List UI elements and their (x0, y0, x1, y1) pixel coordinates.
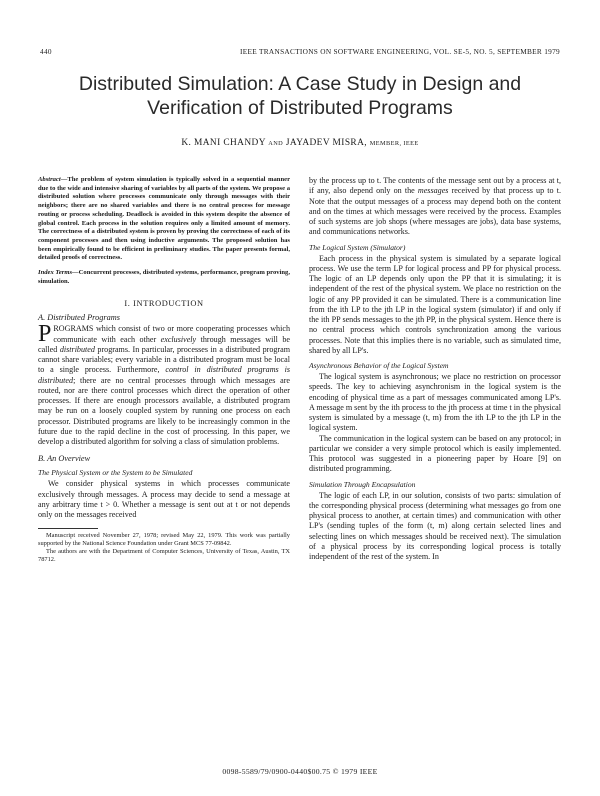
overview-paragraph-1: We consider physical systems in which processes communicate exclusively through messages. A process may decide to send a message at any arbitrary time t > 0. Whether a message is sent out at t or not depends only on the messages received (38, 479, 290, 520)
title-line-2: Verification of Distributed Programs (147, 97, 453, 119)
left-column (38, 176, 290, 563)
right-paragraph-1: by the process up to t. The contents of the message sent out by a process at t, if any, also depend only on the messages received by that process up to t. Note that the output messages of a process may depend both on the content and on the times at which messages were received by the process. Examples of such systems are job shops (where messages are jobs), data base systems, and communications networks. (309, 176, 561, 237)
encapsulation-paragraph: The logic of each LP, in our solution, consists of two parts: simulation of the corresponding physical process (determining what messages go from one physical process to another, at certain times) and communication with other LP's (sending tuples of the form (t, m) along certain selected lines and selecting lines on which messages should be received next). The simulation of a physical process by its corresponding logical process is totally independent of the rest of the system. In (309, 490, 561, 561)
author-misra: JAYADEV MISRA, (285, 138, 367, 148)
subsubsection-heading-logical-system: The Logical System (Simulator) (309, 242, 406, 252)
abstract-text: The problem of system simulation is typically solved in a sequential manner due to the wide and intensive sharing of variables by all parts of the system. We propose a distributed solution where processes communicate only through messages with their neighbors; there are no shared variables and there is no central process for message routing or process scheduling. Deadlock is avoided in this system despite the absence of global control. Each process in the solution requires only a limited amount of memory. The correctness of a distributed system is proven by proving the correctness of each of its component processes and then using inductive arguments. The proposed solution has been empirically found to be efficient in preliminary studies. The paper presents formal, detailed proofs of correctness. (38, 176, 290, 262)
index-terms-text: Concurrent processes, distributed systems, performance, program proving, simulation. (38, 269, 291, 285)
journal-citation: IEEE TRANSACTIONS ON SOFTWARE ENGINEERING, VOL. SE-5, NO. 5, SEPTEMBER 1979 (240, 47, 560, 56)
drop-cap: P (38, 321, 52, 348)
footnote-divider (38, 528, 98, 529)
index-terms-label: Index Terms— (38, 269, 79, 277)
subsection-heading-distributed-programs: A. Distributed Programs (38, 313, 120, 323)
abstract-label: Abstract— (38, 176, 68, 183)
author-chandy: K. MANI CHANDY (181, 138, 266, 148)
subsubsection-heading-asynchronous: Asynchronous Behavior of the Logical System (309, 361, 449, 370)
paper-title (40, 72, 560, 120)
title-line-1: Distributed Simulation: A Case Study in Design and (78, 73, 522, 95)
running-header (40, 47, 560, 57)
author-conjunction: AND (268, 140, 284, 147)
asynchronous-paragraph-1: The logical system is asynchronous; we place no restriction on processor speeds. The key to achieving asynchronism in the logical system is the encoding of physical time as a part of messages communicated among LP's. A message m sent by the ith process to the jth process at time t in the physical system is simulated by a message (t, m) from the ith LP to the jth LP in the logical system. (309, 372, 561, 433)
logical-system-paragraph: Each process in the physical system is simulated by a separate logical process. We use the term LP for logical process and PP for physical process. The logic of an LP depends only upon the PP that it is simulating; it is independent of the rest of the physical system. We place no restriction on the logic of any PP provided it can be simulated. There is a communication line from the ith LP to the jth LP in the logical system (simulator) if and only if the ith PP sends messages to the jth PP, in the physical system. Hence there is no central process which controls synchronization among the various processes. Note that this implies there is no variable, such as simulated time, shared by all LP's. (309, 253, 561, 355)
author-line (40, 138, 560, 148)
footnote-affiliation: The authors are with the Department of Computer Sciences, University of Texas, Austin, TX 78712. (38, 547, 290, 563)
subsection-heading-overview: B. An Overview (38, 454, 91, 464)
copyright-line: 0098-5589/79/0900-0440$00.75 © 1979 IEEE (222, 767, 378, 776)
subsubsection-heading-physical-system: The Physical System or the System to be Simulated (38, 468, 193, 478)
abstract (38, 176, 290, 263)
right-column (309, 176, 561, 562)
index-terms (38, 269, 290, 286)
asynchronous-paragraph-2: The communication in the logical system can be based on any protocol; in particular we consider a very simple protocol which is easily implemented. This protocol was suggested in a pioneering paper by Hoare [9] on distributed programming. (309, 433, 561, 474)
page-number: 440 (40, 47, 52, 56)
footnote-manuscript: Manuscript received November 27, 1978; revised May 22, 1979. This work was partially supported by the National Science Foundation under Grant MCS 77-09842. (38, 532, 290, 548)
subsubsection-heading-encapsulation: Simulation Through Encapsulation (309, 479, 416, 489)
author-membership: MEMBER, IEEE (369, 140, 419, 147)
intro-paragraph-1: PROGRAMS which consist of two or more cooperating processes which communicate with each other exclusively through messages will be called distributed programs. In particular, processes in a distributed program cannot share variables; every variable in a distributed program must be local to a single process. Furthermore, control in distributed programs is distributed; there are no central processes through which messages are routed, nor are there control processes which direct the operation of other processes. If there are enough processors available, a distributed program may be run on a loosely coupled system by running one process on each processor. Distributed programs are likely to be increasingly common in the future due to the rapid decline in the cost of processing. In this paper, we develop a distributed algorithm for solving a class of simulation problems. (38, 321, 290, 447)
section-heading-introduction: I. INTRODUCTION (124, 299, 204, 309)
